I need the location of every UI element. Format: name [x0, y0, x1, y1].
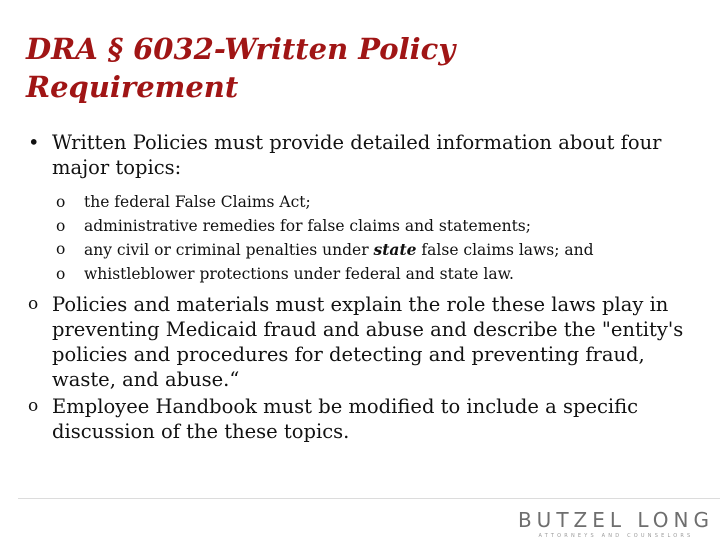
bullet-written-policies — [28, 130, 700, 180]
emphasis-state: state — [373, 240, 417, 259]
sub-bullet-text: the federal False Claims Act; — [84, 193, 311, 211]
bullet-text: Employee Handbook must be modified to include a specific discussion of the these topics. — [52, 395, 639, 443]
slide-title — [26, 30, 666, 106]
circle-bullet-icon: o — [28, 294, 39, 314]
circle-bullet-icon: o — [56, 193, 66, 211]
slide-content — [28, 130, 700, 444]
circle-bullet-icon: o — [56, 240, 66, 258]
logo-wordmark: BUTZEL LONG — [517, 508, 714, 532]
sub-bullet-text: administrative remedies for false claims and statements; — [84, 216, 531, 235]
circle-bullet-icon: o — [28, 396, 39, 416]
sub-bullet-item — [56, 263, 700, 287]
footer-divider — [18, 498, 720, 499]
circle-bullet-icon: o — [56, 264, 66, 283]
bullet-text: Written Policies must provide detailed information about four major topics: — [52, 131, 662, 179]
circle-bullet-icon: o — [56, 216, 66, 235]
sub-bullet-list — [28, 191, 700, 286]
butzel-long-logo — [518, 510, 714, 539]
bullet-text: Policies and materials must explain the role these laws play in preventing Medicaid fraud and abuse and describe the "entity's policies and procedures for detecting and preventing fraud, waste, and abuse.“ — [52, 293, 684, 391]
sub-bullet-text — [84, 238, 594, 263]
logo-tagline: ATTORNEYS AND COUNSELORS — [538, 533, 694, 539]
bullet-policies-materials — [28, 292, 700, 392]
sub-bullet-text-before: any civil or criminal penalties under — [84, 241, 374, 259]
sub-bullet-item — [56, 215, 700, 239]
sub-bullet-text: whistleblower protections under federal and state law. — [84, 264, 514, 283]
bullet-employee-handbook — [28, 394, 700, 444]
slide-title-line-1: DRA § 6032-Written Policy — [26, 32, 456, 66]
sub-bullet-item — [56, 238, 700, 263]
slide-title-line-2: Requirement — [26, 70, 239, 104]
bullet-dot-icon: • — [28, 131, 40, 154]
sub-bullet-item — [56, 191, 700, 215]
sub-bullet-text-after: false claims laws; and — [416, 241, 594, 259]
